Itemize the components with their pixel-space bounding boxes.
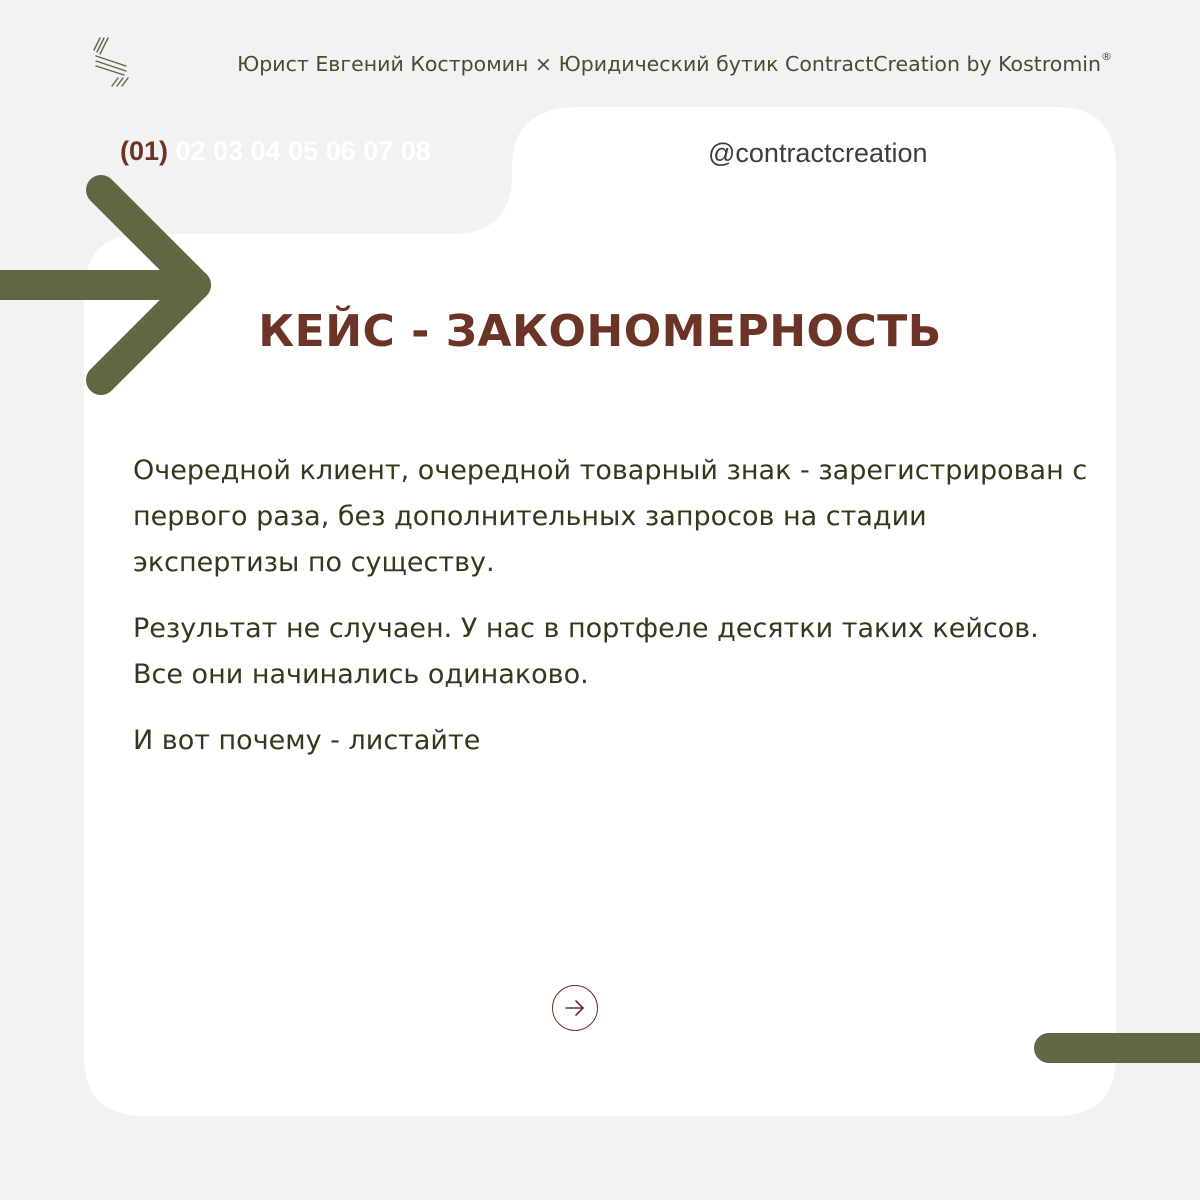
- social-handle: @contractcreation: [708, 138, 928, 168]
- paragraph-1: Очередной клиент, очередной товарный знак - зарегистрирован с первого раза, без дополнительных запросов на стадии экспертизы по существу.: [133, 455, 1088, 578]
- stacked-lines-logo-icon: [90, 34, 132, 90]
- arrow-right-icon: [563, 996, 587, 1020]
- next-button[interactable]: [552, 985, 598, 1031]
- registered-mark: ®: [1101, 50, 1112, 63]
- page-title: КЕЙС - ЗАКОНОМЕРНОСТЬ: [258, 306, 942, 357]
- brand-line: [237, 52, 1112, 76]
- current-page: (01): [120, 136, 169, 166]
- brand-text: Юрист Евгений Костромин × Юридический бутик ContractCreation by Kostromin: [237, 52, 1101, 76]
- paragraph-2: Результат не случаен. У нас в портфеле десятки таких кейсов. Все они начинались одинаково.: [133, 613, 1039, 690]
- page-indicator: [120, 136, 431, 167]
- body-text: [133, 448, 1093, 784]
- decorative-bar: [1034, 1033, 1200, 1063]
- paragraph-3: И вот почему - листайте: [133, 725, 481, 756]
- remaining-pages: 02 03 04 05 06 07 08: [175, 136, 431, 166]
